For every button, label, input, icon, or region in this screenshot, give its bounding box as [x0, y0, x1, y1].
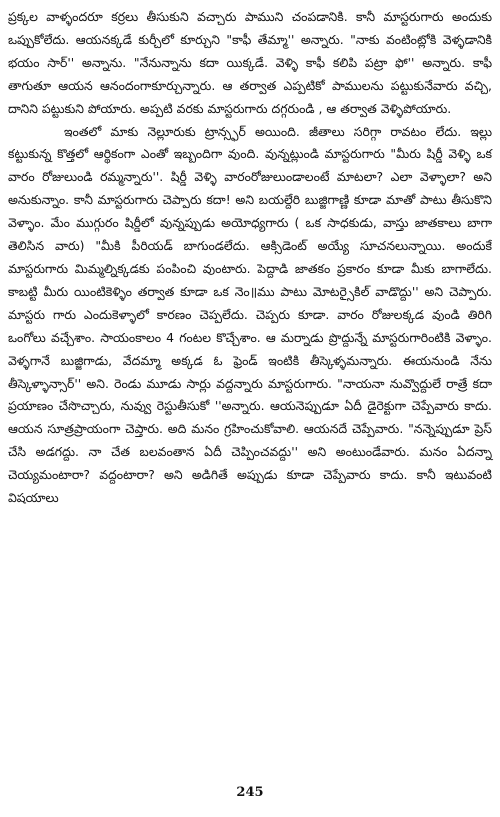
paragraph-nellore-transfer: ఇంతలో మాకు నెల్లూరుకు ట్రాన్స్ఫర్ అయింది. జీతాలు సరిగ్గా రావటం లేదు. ఇల్లు కట్టుకున్న కొత్తలో ఆర్థికంగా ఎంతో ఇబ్బందిగా వుంది. వున్నట్లుండి మాస్టరుగారు "మీరు షిర్డీ వెళ్ళి ఒక వారం రోజులుండి రమ్మన్నారు''. షిర్డీ వెళ్ళి వారంరోజులుండాలంటే మాటలా? ఎలా వెళ్ళాలా? అని అనుకున్నాం. కానీ మాస్టరుగారు చెప్పారు కదా! అని బయల్దేరి బుజ్జిగాణ్ణి కూడా మాతో పాటు తీసుకొని వెళ్ళాం. మేం ముగ్గురం షిర్డీలో వున్నప్పుడు అయోధ్యగారు ( ఒక సాధకుడు, వాస్తు జాతకాలు బాగా తెలిసిన వారు) "మీకి పీరియడ్ బాగుండలేదు. ఆక్సిడెంట్ అయ్యే సూచనలున్నాయి. అందుకే మాస్టరుగారు మిమ్మల్నిక్కడకు పంపించి వుంటారు. పెద్దాడి జాతకం ప్రకారం కూడా మీకు బాగాలేదు. కాబట్టి మీరు యింటికెళ్ళిం తర్వాత కూడా ఒక నెం॥ము పాటు మోటర్సైకిల్ వాడొద్దు'' అని చెప్పారు. మాస్టరు గారు ఎందుకెళ్ళాలో కారణం చెప్పలేదు. చెప్పరు కూడా. వారం రోజులక్కడ వుండి తిరిగి ఒంగోలు వచ్చేశాం. సాయంకాలం 4 గంటల కొచ్చేశాం. ఆ మర్నాడు ప్రొద్దున్నే మాస్టరుగారింటికి వెళ్ళాం. వెళ్ళగానే బుజ్జిగాడు, వేదమ్మా అక్కడ ఓ ఫ్రెండ్ ఇంటికి తీస్కెళ్ళమన్నారు. ఈయనుండి నేను తీస్కెళ్ళాన్సార్'' అని. రెండు మూడు సార్లు వద్దన్నారు మాస్టరుగారు. "నాయనా నువ్వొద్దులే రాత్రే కదా ప్రయాణం చేసొచ్చారు, నువ్వు రెస్టుతీసుకో ''అన్నారు. ఆయనెప్పుడూ ఏదీ డైరెక్టుగా చెప్పేవారు కాదు. ఆయన సూత్రప్రాయంగా చెప్తారు. అది మనం గ్రహించుకోవాలి. ఆయనదే చెప్పేవారు. "నన్నెప్పుడూ ప్రెస్ చేసి అడగద్దు. నా చేత బలవంతాన ఏదీ చెప్పించవద్దు'' అని అంటుండేవారు. మనం ఏదన్నా చెయ్యమంటారా? వద్దంటారా? అని అడిగితే అప్పుడు కూడా చెప్పేవారు కాదు. కానీ ఇటువంటి విషయాలు [8, 123, 492, 506]
body-text [8, 6, 492, 510]
page-number: 245 [236, 785, 264, 800]
paragraph-snake-incident: ప్రక్కల వాళ్ళందరూ కర్రలు తీసుకుని వచ్చారు పాముని చంపడానికి. కానీ మాస్టరుగారు అందుకు ఒప్పుకోలేదు. ఆయనక్కడే కుర్చీలో కూర్చుని "కాఫీ తేమ్మా'' అన్నారు. "నాకు వంటింట్లోకి వెళ్ళడానికి భయం సార్'' అన్నాను. "నేనున్నాను కదా యిక్కడే. వెళ్ళి కాఫీ కలిపి పట్రా ఫో'' అన్నారు. కాఫీ తాగుతూ ఆయన ఆనందంగాకూర్చున్నారు. ఆ తర్వాత ఎప్పటికో పాములను పట్టుకునేవారు వచ్చి, దానిని పట్టుకుని పోయారు. అప్పటి వరకు మాస్టరుగారు దగ్గరుండి , ఆ తర్వాత వెళ్ళిపోయారు. [8, 9, 492, 116]
